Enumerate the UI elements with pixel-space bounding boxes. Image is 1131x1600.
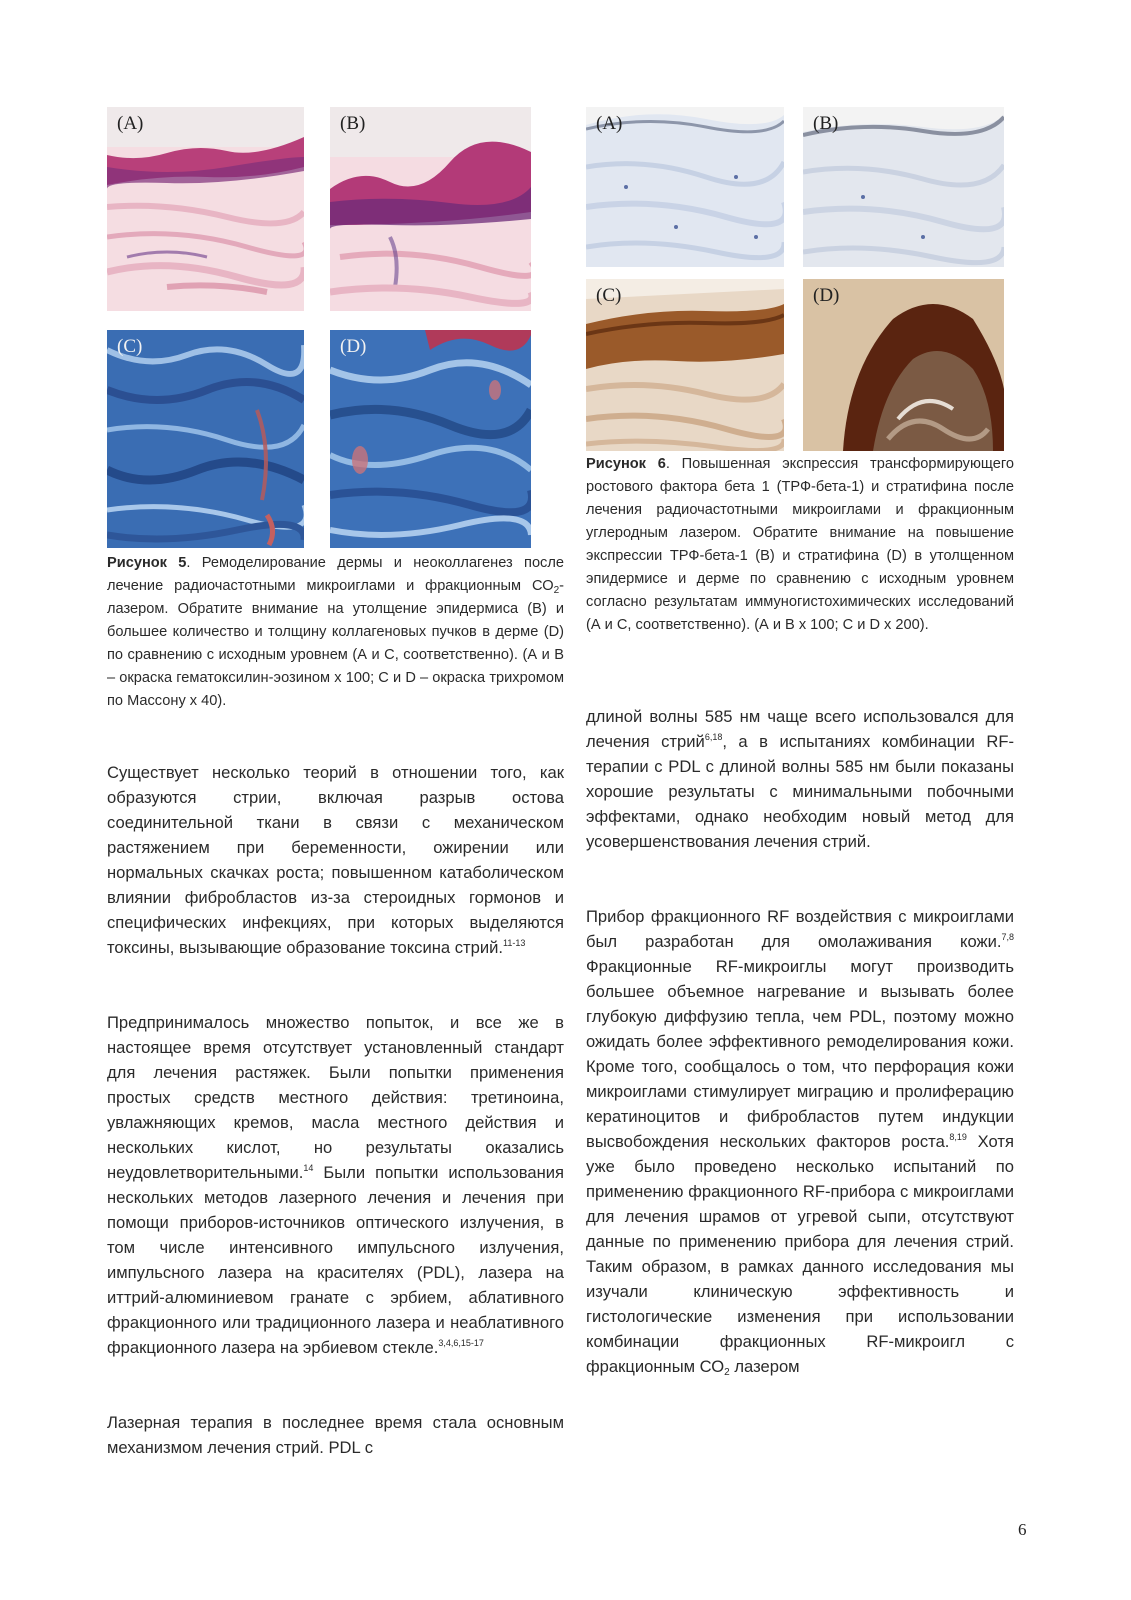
figure5-caption [107, 552, 564, 713]
figure5-panel-b [330, 107, 531, 311]
citation: 7,8 [1001, 932, 1014, 942]
trichrome-stain-image [107, 330, 304, 548]
panel-label: (B) [813, 113, 839, 134]
citation: 14 [303, 1163, 314, 1173]
figure5-caption-text: Ремоделирование дермы и неоколлагенез после лечение радиочастотными микроиглами и фракционным СО [107, 555, 564, 594]
figure6-panel-c [586, 279, 784, 451]
citation: 11-13 [503, 938, 526, 948]
panel-label: (D) [813, 285, 840, 306]
citation: 8,19 [949, 1132, 967, 1142]
figure6-panel-b [803, 107, 1004, 267]
figure5-panel-d [330, 330, 531, 548]
figure6-caption-title: Рисунок 6 [586, 456, 666, 472]
paragraph-text: Прибор фракционного RF воздействия с микроиглами был разработан для омолаживания кожи. [586, 907, 1014, 951]
left-paragraph-1 [107, 760, 564, 960]
panel-label: (C) [117, 336, 143, 357]
paragraph-text: Были попытки использования нескольких методов лазерного лечения и лечения при помощи приборов-источников оптического излучения, в том числе интенсивного импульсного излучения, импульсного лазера на красителях (PDL), лазера на иттрий-алюминиевом гранате с эрбием, аблативного фракционного или традиционного лазера и неаблативного фракционного лазера на эрбиевом стекле. [107, 1163, 564, 1357]
he-stain-image [107, 107, 304, 311]
panel-label: (B) [340, 113, 366, 134]
figure5-caption-separator: . [186, 555, 202, 571]
figure5-caption-title: Рисунок 5 [107, 555, 187, 571]
citation: 6,18 [704, 732, 723, 742]
right-paragraph-1 [586, 704, 1014, 854]
paragraph-text: лазером [729, 1357, 800, 1376]
panel-label: (A) [117, 113, 144, 134]
panel-label: (D) [340, 336, 367, 357]
paragraph-text: , а в испытаниях комбинации RF-терапии с PDL с длиной волны 585 нм были показаны хорошие результаты с минимальными побочными эффектами, однако необходим новый метод для усовершенствования лечения стрий. [586, 732, 1014, 851]
paragraph-text: Существует несколько теорий в отношении того, как образуются стрии, включая разрыв остова соединительной ткани в связи с механическом растяжением при беременности, ожирении или нормальных скачках роста; повышенном катаболическом влиянии фибробластов из-за стероидных гормонов и специфических инфекциях, при которых выделяются токсины, вызывающие образование токсина стрий. [107, 763, 564, 957]
figure6-panel-d [803, 279, 1004, 451]
paragraph-text: Предпринималось множество попыток, и все же в настоящее время отсутствует установленный стандарт для лечения растяжек. Были попытки применения простых средств местного действия: третиноина, увлажняющих кремов, масла местного действия и нескольких кислот, но результаты оказались неудовлетворительными. [107, 1013, 564, 1182]
figure6-panel-a [586, 107, 784, 267]
page-number: 6 [1018, 1520, 1027, 1539]
paragraph-text: длиной волны 585 нм чаще всего использовался для лечения стрий [586, 707, 1014, 751]
figure5-caption-text: -лазером. Обратите внимание на утолщение эпидермиса (В) и большее количество и толщину коллагеновых пучков в дерме (D) по сравнению с исходным уровнем (А и С, соответственно). (А и В – окраска гематоксилин-эозином х 100; С и D – окраска трихромом по Массону х 40). [107, 578, 564, 709]
subscript: 2 [724, 1367, 730, 1378]
figure6-caption-text: . Повышенная экспрессия трансформирующего ростового фактора бета 1 (ТРФ-бета-1) и стратифина после лечения радиочастотными микроиглами и фракционным углеродным лазером. Обратите внимание на повышение экспрессии ТРФ-бета-1 (В) и стратифина (D) в утолщенном эпидермисе и дерме по сравнению с исходным уровнем согласно результатам иммуногистохимических исследований (А и С, соответственно). (А и В х 100; С и D х 200). [586, 456, 1014, 633]
panel-label: (A) [596, 113, 623, 134]
left-paragraph-3 [107, 1410, 564, 1460]
left-paragraph-2 [107, 1010, 564, 1360]
figure6-caption [586, 453, 1014, 637]
right-paragraph-2 [586, 904, 1014, 1379]
trichrome-stain-image [330, 330, 531, 548]
figure5-panel-c [107, 330, 304, 548]
figure5-panel-a [107, 107, 304, 311]
paragraph-text: Хотя уже было проведено несколько испытаний по применению фракционного RF-прибора с микроиглами для лечения шрамов от угревой сыпи, отсутствуют данные по применению прибора для лечения стрий. Таким образом, в рамках данного исследования мы изучали клиническую эффективность и гистологические изменения при использовании комбинации фракционных RF-микроигл с фракционным СО [586, 1132, 1014, 1376]
paragraph-text: Лазерная терапия в последнее время стала основным механизмом лечения стрий. PDL с [107, 1413, 564, 1457]
he-stain-image [330, 107, 531, 311]
paragraph-text: Фракционные RF-микроиглы могут производить большее объемное нагревание и вызывать более глубокую диффузию тепла, чем PDL, поэтому можно ожидать более эффективного ремоделирования кожи. Кроме того, сообщалось о том, что перфорация кожи микроиглами стимулирует миграцию и пролиферацию кератиноцитов и фибробластов путем индукции высвобождения нескольких факторов роста. [586, 957, 1014, 1151]
subscript: 2 [553, 585, 560, 596]
panel-label: (C) [596, 285, 622, 306]
citation: 3,4,6,15-17 [438, 1338, 484, 1348]
